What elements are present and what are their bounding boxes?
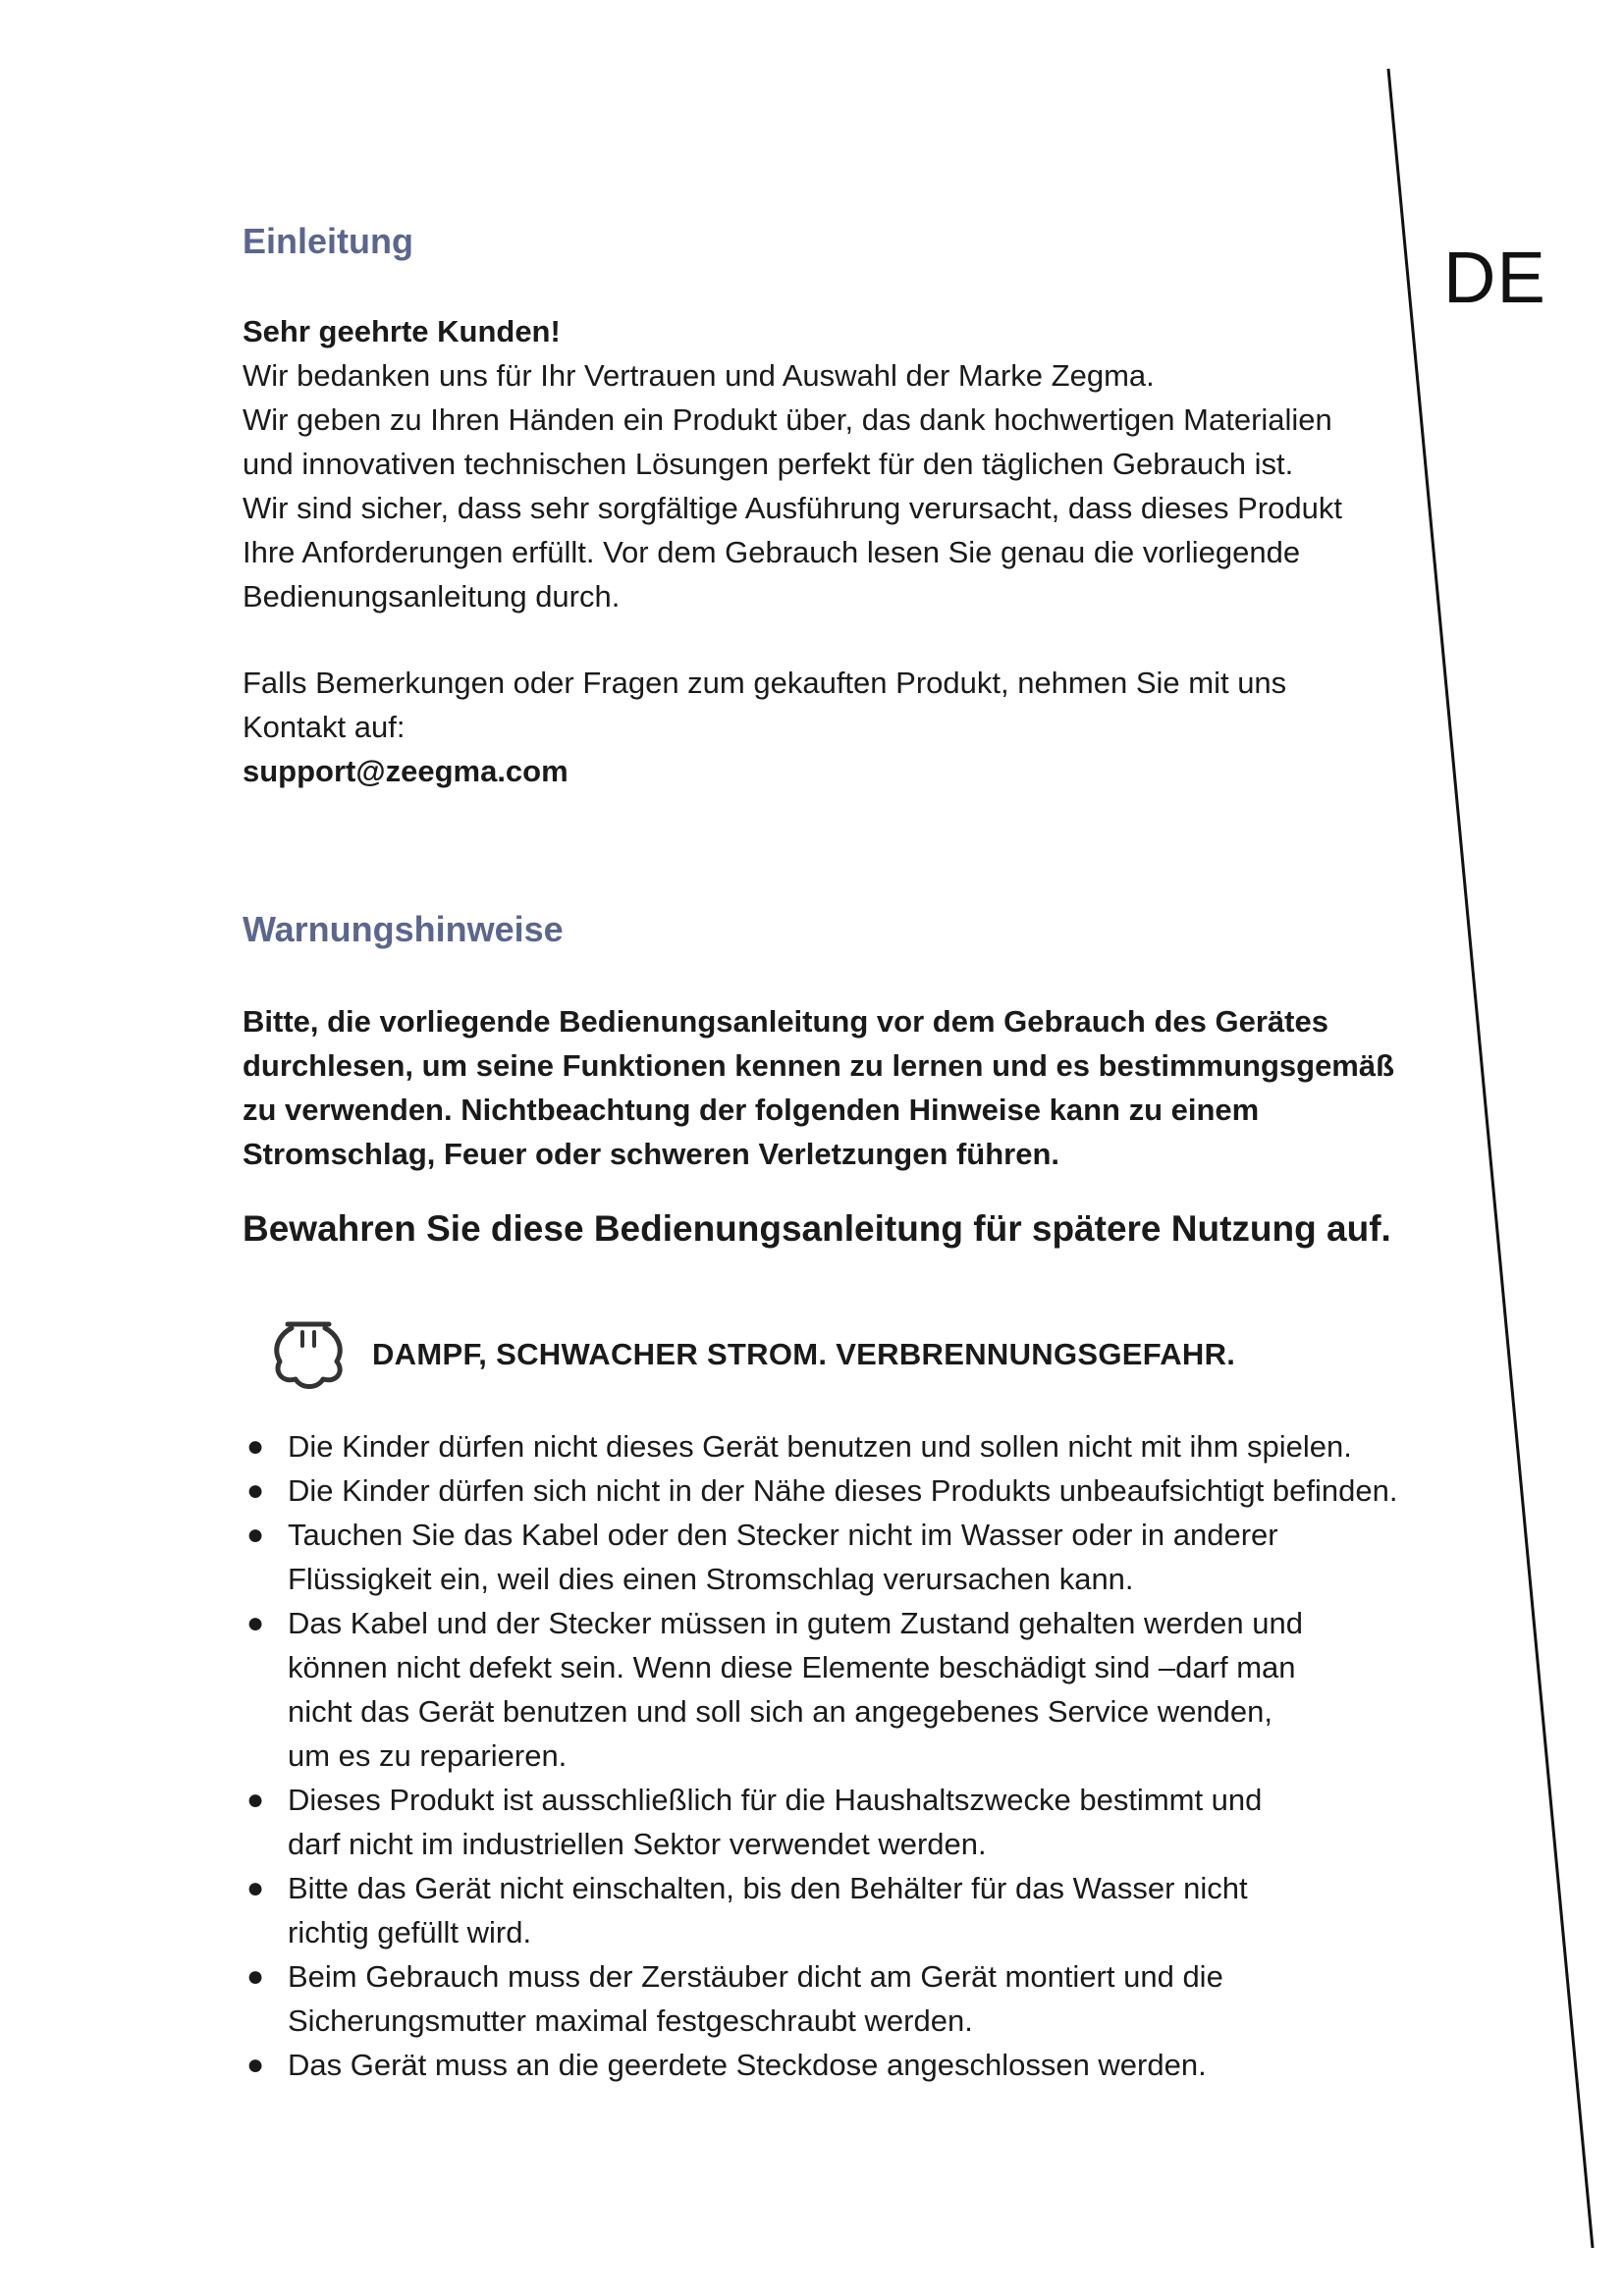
text-line: Bitte, die vorliegende Bedienungsanleitung vor dem Gebrauch des Gerätes bbox=[243, 1004, 1328, 1039]
bullet-icon: ● bbox=[246, 1872, 265, 1904]
bullet-icon: ● bbox=[246, 1430, 265, 1463]
hazard-row bbox=[243, 1318, 1401, 1391]
text-line: Falls Bemerkungen oder Fragen zum gekauften Produkt, nehmen Sie mit uns bbox=[243, 666, 1287, 700]
text-line: Bedienungsanleitung durch. bbox=[243, 579, 621, 614]
rule-line: Die Kinder dürfen nicht dieses Gerät benutzen und sollen nicht mit ihm spielen. bbox=[288, 1429, 1352, 1464]
rule-line: um es zu reparieren. bbox=[288, 1738, 568, 1773]
intro-greeting: Sehr geehrte Kunden! bbox=[243, 314, 561, 348]
text-line: Stromschlag, Feuer oder schweren Verletzungen führen. bbox=[243, 1137, 1060, 1171]
list-item bbox=[243, 1601, 1401, 1778]
bullet-icon: ● bbox=[246, 1960, 265, 1993]
support-email: support@zeegma.com bbox=[243, 754, 568, 788]
steam-icon bbox=[266, 1318, 351, 1391]
rule-line: Beim Gebrauch muss der Zerstäuber dicht am Gerät montiert und die bbox=[288, 1959, 1223, 1994]
rule-line: Das Kabel und der Stecker müssen in gutem Zustand gehalten werden und bbox=[288, 1606, 1303, 1640]
text-line: durchlesen, um seine Funktionen kennen zu lernen und es bestimmungsgemäß bbox=[243, 1048, 1395, 1083]
list-item bbox=[243, 1778, 1401, 1866]
bullet-icon: ● bbox=[246, 2049, 265, 2081]
safety-rules-list bbox=[243, 1424, 1401, 2087]
rule-line: Die Kinder dürfen sich nicht in der Nähe dieses Produkts unbeaufsichtigt befinden. bbox=[288, 1473, 1398, 1508]
hazard-warning-text: DAMPF, SCHWACHER STROM. VERBRENNUNGSGEFAHR. bbox=[372, 1337, 1236, 1371]
contact-lines bbox=[243, 661, 1401, 749]
text-line: Wir geben zu Ihren Händen ein Produkt über, das dank hochwertigen Materialien bbox=[243, 402, 1332, 437]
rule-line: können nicht defekt sein. Wenn diese Elemente beschädigt sind –darf man bbox=[288, 1650, 1296, 1684]
list-item bbox=[243, 1866, 1401, 1954]
text-line: Ihre Anforderungen erfüllt. Vor dem Gebrauch lesen Sie genau die vorliegende bbox=[243, 535, 1301, 569]
text-line: und innovativen technischen Lösungen perfekt für den täglichen Gebrauch ist. bbox=[243, 447, 1294, 481]
content-column bbox=[243, 221, 1401, 2087]
intro-lines bbox=[243, 353, 1401, 618]
rule-line: Bitte das Gerät nicht einschalten, bis den Behälter für das Wasser nicht bbox=[288, 1871, 1248, 1905]
bullet-icon: ● bbox=[246, 1474, 265, 1507]
rule-line: Tauchen Sie das Kabel oder den Stecker nicht im Wasser oder in anderer bbox=[288, 1518, 1278, 1552]
contact-paragraph bbox=[243, 661, 1401, 793]
warnings-title: Warnungshinweise bbox=[243, 909, 564, 949]
list-item bbox=[243, 2043, 1401, 2087]
list-item bbox=[243, 1468, 1401, 1513]
rule-line: Das Gerät muss an die geerdete Steckdose angeschlossen werden. bbox=[288, 2048, 1207, 2082]
text-line: Kontakt auf: bbox=[243, 710, 406, 744]
list-item bbox=[243, 1954, 1401, 2043]
warnings-intro bbox=[243, 999, 1401, 1176]
rule-line: richtig gefüllt wird. bbox=[288, 1915, 532, 1949]
bullet-icon: ● bbox=[246, 1784, 265, 1816]
text-line: Wir sind sicher, dass sehr sorgfältige Ausführung verursacht, dass dieses Produkt bbox=[243, 491, 1342, 525]
intro-paragraph bbox=[243, 309, 1401, 618]
intro-title: Einleitung bbox=[243, 221, 413, 261]
list-item bbox=[243, 1424, 1401, 1468]
rule-line: darf nicht im industriellen Sektor verwendet werden. bbox=[288, 1827, 987, 1861]
keep-manual-notice: Bewahren Sie diese Bedienungsanleitung für spätere Nutzung auf. bbox=[243, 1208, 1391, 1249]
rule-line: Dieses Produkt ist ausschließlich für die Haushaltszwecke bestimmt und bbox=[288, 1783, 1263, 1817]
bullet-icon: ● bbox=[246, 1607, 265, 1639]
rule-line: Flüssigkeit ein, weil dies einen Stromschlag verursachen kann. bbox=[288, 1562, 1134, 1596]
text-line: zu verwenden. Nichtbeachtung der folgenden Hinweise kann zu einem bbox=[243, 1093, 1260, 1127]
text-line: Wir bedanken uns für Ihr Vertrauen und Auswahl der Marke Zegma. bbox=[243, 358, 1155, 393]
bullet-icon: ● bbox=[246, 1519, 265, 1551]
rule-line: Sicherungsmutter maximal festgeschraubt werden. bbox=[288, 2003, 973, 2038]
rule-line: nicht das Gerät benutzen und soll sich an angegebenes Service wenden, bbox=[288, 1694, 1273, 1729]
list-item bbox=[243, 1513, 1401, 1601]
language-tag: DE bbox=[1443, 237, 1546, 318]
